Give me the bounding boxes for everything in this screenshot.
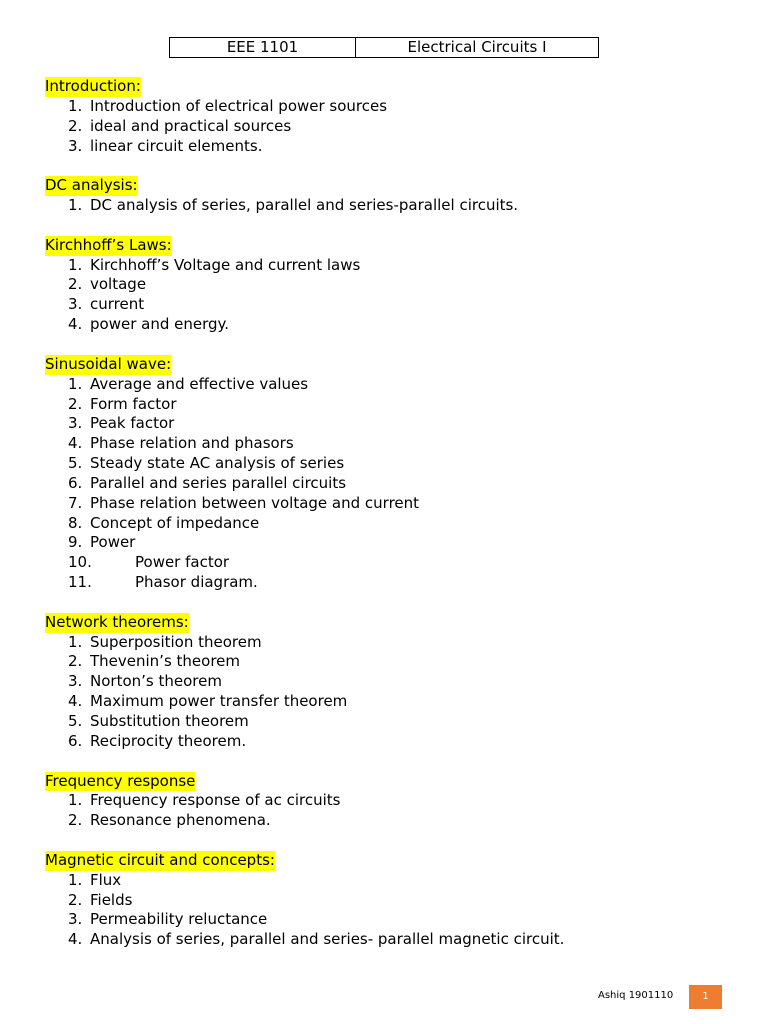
course-header-row <box>170 38 599 58</box>
list-item-text: Norton’s theorem <box>90 672 222 691</box>
list-item-number: 2. <box>68 116 83 135</box>
list-item <box>45 633 745 653</box>
course-header-table <box>169 37 599 58</box>
list-item <box>45 315 745 335</box>
section-heading: Sinusoidal wave: <box>45 354 172 373</box>
list-item-text: voltage <box>90 275 147 294</box>
list-item-number: 1. <box>68 255 83 274</box>
list-item-text: Reciprocity theorem. <box>90 731 247 750</box>
section-heading-line <box>45 355 745 375</box>
section-spacer <box>45 752 745 772</box>
list-item-number: 4. <box>68 692 83 711</box>
list-item <box>45 395 745 415</box>
topic-list <box>45 256 745 335</box>
list-item-number: 6. <box>68 731 83 750</box>
list-item-number: 9. <box>68 533 83 552</box>
list-item-text: Phasor diagram. <box>135 573 258 592</box>
list-item <box>45 930 745 950</box>
list-item-number: 2. <box>68 394 83 413</box>
list-item-text: Phase relation and phasors <box>90 434 294 453</box>
topic-list <box>45 871 745 950</box>
list-item-text: DC analysis of series, parallel and series-parallel circuits. <box>90 196 519 215</box>
list-item <box>45 454 745 474</box>
list-item-number: 2. <box>68 811 83 830</box>
list-item-text: Average and effective values <box>90 374 309 393</box>
list-item-number: 2. <box>68 890 83 909</box>
list-item <box>45 573 745 593</box>
syllabus-section <box>45 613 745 752</box>
section-spacer <box>45 156 745 176</box>
section-spacer <box>45 593 745 613</box>
section-spacer <box>45 335 745 355</box>
list-item-text: linear circuit elements. <box>90 136 263 155</box>
list-item-number: 5. <box>68 454 83 473</box>
list-item <box>45 97 745 117</box>
list-item-text: Analysis of series, parallel and series- parallel magnetic circuit. <box>90 930 565 949</box>
list-item-text: current <box>90 295 145 314</box>
list-item-text: Thevenin’s theorem <box>90 652 241 671</box>
list-item-number: 6. <box>68 473 83 492</box>
list-item-number: 1. <box>68 196 83 215</box>
list-item-text: Substitution theorem <box>90 712 249 730</box>
list-item-number: 3. <box>68 910 83 929</box>
list-item-number: 1. <box>68 870 83 889</box>
list-item <box>45 295 745 315</box>
list-item <box>45 275 745 295</box>
list-item-text: Resonance phenomena. <box>90 811 271 830</box>
list-item <box>45 732 745 752</box>
list-item <box>45 891 745 911</box>
list-item <box>45 434 745 454</box>
list-item-text: Maximum power transfer theorem <box>90 692 348 711</box>
section-heading-line <box>45 772 745 792</box>
list-item-text: Power factor <box>135 553 230 572</box>
topic-list <box>45 97 745 157</box>
list-item <box>45 137 745 157</box>
list-item-number: 2. <box>68 275 83 294</box>
list-item <box>45 871 745 891</box>
list-item-number: 4. <box>68 930 83 949</box>
list-item-number: 1. <box>68 632 83 651</box>
list-item <box>45 375 745 395</box>
list-item-number: 3. <box>68 414 83 433</box>
list-item-text: Parallel and series parallel circuits <box>90 473 347 492</box>
list-item <box>45 474 745 494</box>
list-item-text: Introduction of electrical power sources <box>90 96 388 115</box>
section-heading: Kirchhoff’s Laws: <box>45 235 172 254</box>
section-heading: Network theorems: <box>45 612 189 631</box>
section-spacer <box>45 831 745 851</box>
list-item <box>45 514 745 534</box>
syllabus-content <box>45 77 745 950</box>
list-item-text: Power <box>90 533 136 552</box>
topic-list <box>45 375 745 593</box>
syllabus-section <box>45 236 745 335</box>
list-item-text: Permeability reluctance <box>90 910 268 929</box>
list-item-number: 1. <box>68 791 83 810</box>
section-heading: Introduction: <box>45 77 141 95</box>
list-item-number: 10. <box>68 553 92 572</box>
list-item-number: 1. <box>68 374 83 393</box>
list-item-text: power and energy. <box>90 315 230 334</box>
section-heading: Frequency response <box>45 771 196 790</box>
syllabus-section <box>45 355 745 593</box>
list-item-text: Fields <box>90 890 133 909</box>
list-item <box>45 811 745 831</box>
footer-author: Ashiq 1901110 <box>598 990 674 1001</box>
list-item-text: Peak factor <box>90 414 175 433</box>
list-item-text: Frequency response of ac circuits <box>90 791 341 810</box>
section-spacer <box>45 216 745 236</box>
section-heading-line <box>45 851 745 871</box>
section-heading-line <box>45 236 745 256</box>
list-item-number: 8. <box>68 513 83 532</box>
topic-list <box>45 791 745 831</box>
list-item-text: Form factor <box>90 394 177 413</box>
list-item <box>45 256 745 276</box>
list-item-number: 5. <box>68 712 83 730</box>
syllabus-section <box>45 77 745 156</box>
syllabus-section <box>45 772 745 832</box>
list-item <box>45 692 745 712</box>
list-item <box>45 533 745 553</box>
topic-list <box>45 633 745 752</box>
course-title: Electrical Circuits I <box>356 38 599 58</box>
list-item-number: 3. <box>68 136 83 155</box>
list-item-number: 3. <box>68 672 83 691</box>
list-item <box>45 910 745 930</box>
list-item-text: ideal and practical sources <box>90 116 292 135</box>
list-item-text: Superposition theorem <box>90 632 262 651</box>
list-item <box>45 672 745 692</box>
section-heading-line <box>45 176 745 196</box>
list-item-text: Concept of impedance <box>90 513 260 532</box>
list-item-number: 11. <box>68 573 92 592</box>
list-item <box>45 414 745 434</box>
list-item <box>45 494 745 514</box>
syllabus-section <box>45 176 745 216</box>
list-item <box>45 117 745 137</box>
list-item-number: 4. <box>68 434 83 453</box>
list-item-text: Flux <box>90 870 122 889</box>
list-item-number: 1. <box>68 96 83 115</box>
list-item-number: 4. <box>68 315 83 334</box>
list-item <box>45 196 745 216</box>
section-heading-line <box>45 613 745 633</box>
page-number-badge: 1 <box>689 985 722 1009</box>
list-item <box>45 791 745 811</box>
list-item-number: 2. <box>68 652 83 671</box>
list-item <box>45 553 745 573</box>
list-item-text: Steady state AC analysis of series <box>90 454 345 473</box>
list-item <box>45 712 745 732</box>
list-item-number: 3. <box>68 295 83 314</box>
list-item-text: Phase relation between voltage and current <box>90 493 420 512</box>
syllabus-section <box>45 851 745 950</box>
list-item-text: Kirchhoff’s Voltage and current laws <box>90 255 361 274</box>
section-heading: DC analysis: <box>45 176 138 195</box>
section-heading: Magnetic circuit and concepts: <box>45 850 275 869</box>
list-item-number: 7. <box>68 493 83 512</box>
list-item <box>45 652 745 672</box>
topic-list <box>45 196 745 216</box>
course-code: EEE 1101 <box>170 38 356 58</box>
section-heading-line <box>45 77 745 97</box>
